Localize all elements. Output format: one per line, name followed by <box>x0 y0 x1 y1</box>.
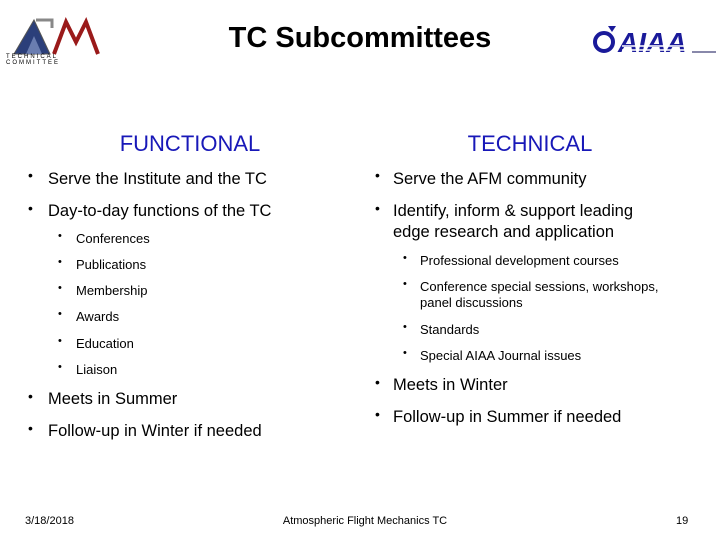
functional-heading: FUNCTIONAL <box>119 131 261 156</box>
functional-item: Day-to-day functions of the TC <box>48 202 272 220</box>
afm-logo-caption: TECHNICAL COMMITTEE <box>6 54 60 66</box>
functional-item: Serve the Institute and the TC <box>48 170 267 188</box>
page-title: TC Subcommittees <box>228 22 492 54</box>
bullet-icon: • <box>403 321 407 333</box>
bullet-icon: • <box>58 308 62 320</box>
bullet-icon: • <box>28 420 33 436</box>
technical-item: Follow-up in Summer if needed <box>393 408 622 426</box>
functional-item: Meets in Summer <box>48 390 178 408</box>
functional-subitem: Conferences <box>76 231 150 246</box>
functional-subitem: Membership <box>76 283 148 298</box>
footer-date: 3/18/2018 <box>25 515 74 527</box>
technical-subitem: Conference special sessions, workshops, <box>420 279 659 294</box>
bullet-icon: • <box>375 406 380 422</box>
functional-item: Follow-up in Winter if needed <box>48 422 262 440</box>
svg-text:AIAA: AIAA <box>618 27 687 56</box>
bullet-icon: • <box>403 347 407 359</box>
technical-subitem: Standards <box>420 322 480 337</box>
bullet-icon: • <box>58 282 62 294</box>
technical-subitem: Professional development courses <box>420 253 619 268</box>
bullet-icon: • <box>403 252 407 264</box>
aiaa-logo-icon <box>592 22 716 56</box>
bullet-icon: • <box>58 335 62 347</box>
functional-subitem: Publications <box>76 257 147 272</box>
technical-item: Meets in Winter <box>393 376 508 394</box>
bullet-icon: • <box>58 256 62 268</box>
technical-heading: TECHNICAL <box>467 131 593 156</box>
functional-subitem: Liaison <box>76 362 118 377</box>
technical-subitem: Special AIAA Journal issues <box>420 348 582 363</box>
bullet-icon: • <box>58 230 62 242</box>
bullet-icon: • <box>28 200 33 216</box>
page-number: 19 <box>676 515 689 527</box>
functional-subitem: Awards <box>76 309 120 324</box>
technical-item: Serve the AFM community <box>393 170 587 188</box>
bullet-icon: • <box>375 374 380 390</box>
bullet-icon: • <box>28 388 33 404</box>
bullet-icon: • <box>375 200 380 216</box>
aiaa-logo <box>592 22 716 56</box>
technical-subitem-continued: panel discussions <box>420 295 523 310</box>
bullet-icon: • <box>375 167 380 183</box>
functional-subitem: Education <box>76 336 134 351</box>
bullet-icon: • <box>28 167 33 183</box>
technical-item-continued: edge research and application <box>393 223 615 241</box>
bullet-icon: • <box>403 278 407 290</box>
bullet-icon: • <box>58 361 62 373</box>
footer-title: Atmospheric Flight Mechanics TC <box>282 515 448 527</box>
technical-item: Identify, inform & support leading <box>393 202 633 220</box>
